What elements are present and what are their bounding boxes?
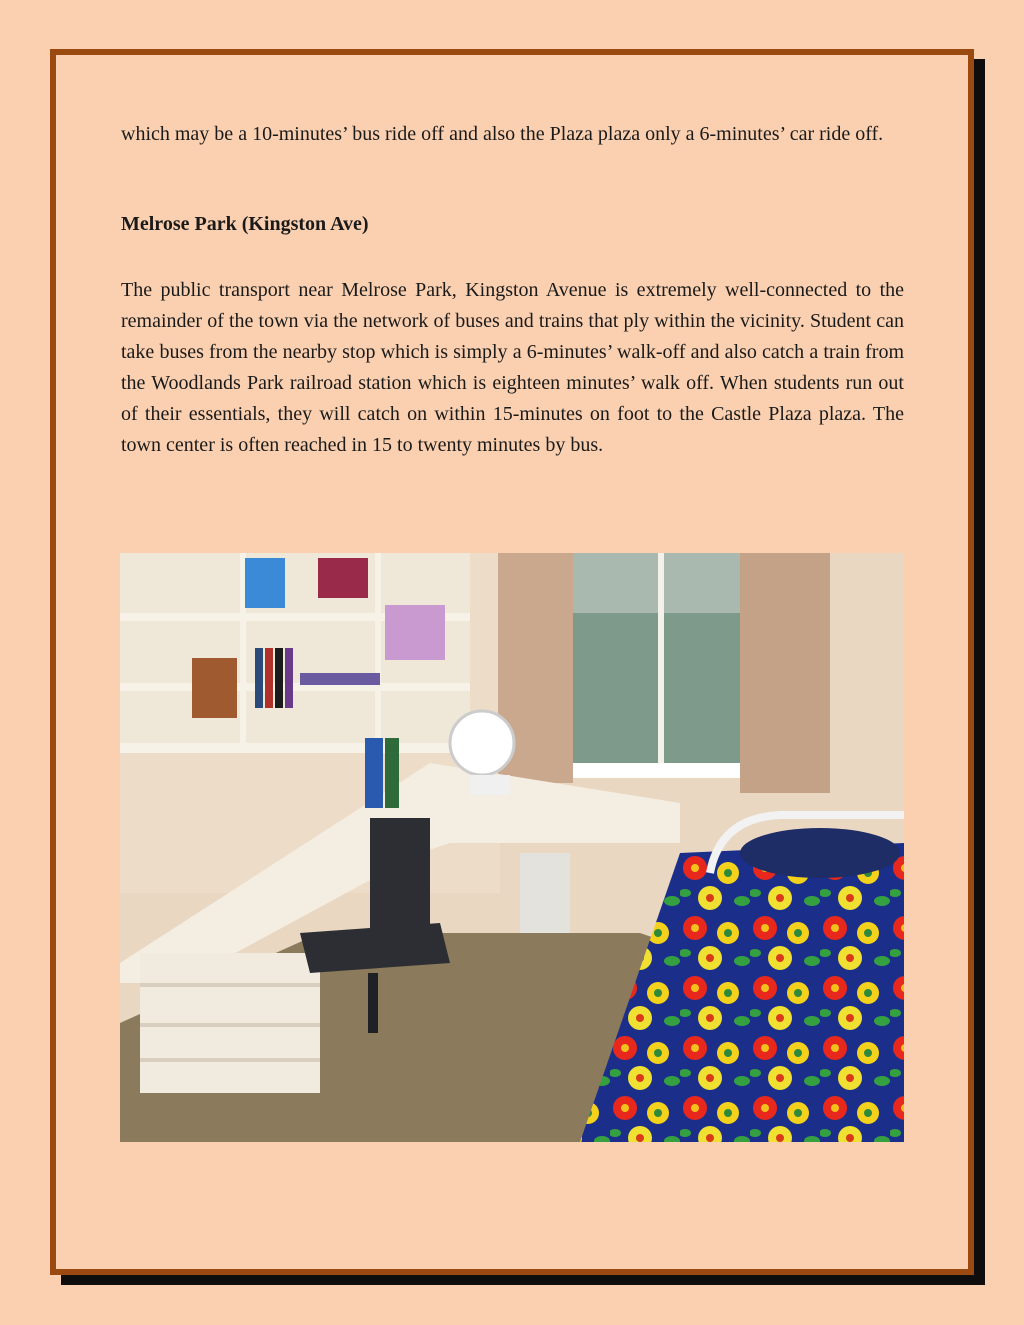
room-photo-illustration bbox=[120, 553, 904, 1142]
intro-paragraph: which may be a 10-minutes’ bus ride off and also the Plaza plaza only a 6-minutes’ car ride off. bbox=[121, 123, 884, 145]
room-photo bbox=[120, 553, 904, 1142]
section-heading: Melrose Park (Kingston Ave) bbox=[121, 213, 369, 235]
transport-paragraph: The public transport near Melrose Park, Kingston Avenue is extremely well-connected to the remainder of the town via the network of buses and trains that ply within the vicinity. Student can take buses from the nearby stop which is simply a 6-minutes’ walk-off and also catch a train from the Woodlands Park railroad station which is eighteen minutes’ walk off. When students run out of their essentials, they will catch on within 15-minutes on foot to the Castle Plaza plaza. The town center is often reached in 15 to twenty minutes by bus. bbox=[121, 279, 904, 456]
